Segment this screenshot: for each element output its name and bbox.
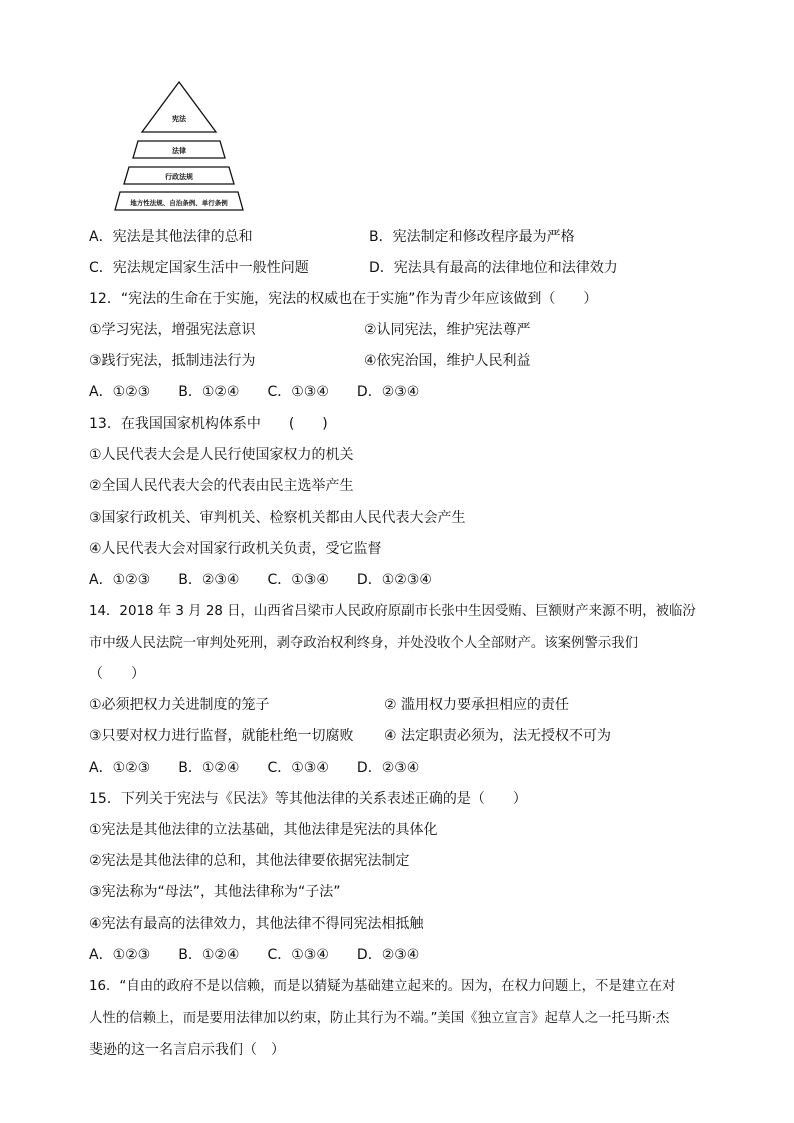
- q13-item-2: ②全国人民代表大会的代表由民主选举产生: [89, 478, 354, 494]
- q16-stem-line-1: 16．“自由的政府不是以信赖，而是以猜疑为基础建立起来的。因为，在权力问题上，不是建立在对: [89, 979, 676, 994]
- q15-item-3: ③宪法称为“母法”，其他法律称为“子法”: [89, 884, 341, 900]
- q12-item-3: ③践行宪法，抵制违法行为: [89, 353, 256, 369]
- pyramid-level-1-shape: [142, 82, 216, 132]
- q11-option-c: C．宪法规定国家生活中一般性问题: [89, 260, 309, 276]
- q15-item-4: ④宪法有最高的法律效力，其他法律不得同宪法相抵触: [89, 916, 424, 932]
- q13-choices: A．①②③ B．②③④ C．①③④ D．①②③④: [89, 572, 432, 588]
- q12-stem: 12．“宪法的生命在于实施，宪法的权威也在于实施”作为青少年应该做到（ ）: [89, 291, 598, 307]
- q14-choices: A．①②③ B．①②④ C．①③④ D．②③④: [89, 760, 420, 776]
- q16-stem-line-3: 斐逊的这一名言启示我们（ ）: [89, 1042, 285, 1058]
- q14-stem-line-2: 市中级人民法院一审判处死刑，剥夺政治权利终身，并处没收个人全部财产。该案例警示我们: [89, 636, 639, 651]
- pyramid-level-3-label: 行政法规: [165, 173, 193, 181]
- q13-item-3: ③国家行政机关、审判机关、检察机关都由人民代表大会产生: [89, 510, 466, 526]
- q14-item-1: ①必须把权力关进制度的笼子: [89, 697, 270, 713]
- q13-item-1: ①人民代表大会是人民行使国家权力的机关: [89, 447, 354, 463]
- q16-stem-line-2: 人性的信赖上，而是要用法律加以约束，防止其行为不端。”美国《独立宣言》起草人之一托马斯·杰: [89, 1011, 670, 1026]
- q14-stem-line-3: （ ）: [89, 666, 145, 682]
- q12-item-2: ②认同宪法，维护宪法尊严: [364, 322, 531, 338]
- q11-option-d: D．宪法具有最高的法律地位和法律效力: [369, 260, 618, 276]
- q12-item-1: ①学习宪法，增强宪法意识: [89, 322, 256, 338]
- q15-stem: 15．下列关于宪法与《民法》等其他法律的关系表述正确的是（ ）: [89, 791, 527, 807]
- q12-choices: A．①②③ B．①②④ C．①③④ D．②③④: [89, 384, 420, 400]
- q11-option-a: A．宪法是其他法律的总和: [89, 229, 253, 245]
- q14-stem-line-1: 14．2018 年 3 月 28 日，山西省吕梁市人民政府原副市长张中生因受贿、巨额财产来源不明，被临汾: [89, 604, 696, 619]
- q11-option-b: B．宪法制定和修改程序最为严格: [369, 229, 575, 245]
- law-hierarchy-pyramid-diagram: [114, 78, 244, 218]
- q14-item-4: ④ 法定职责必须为，法无授权不可为: [384, 728, 612, 744]
- q13-stem: 13．在我国国家机构体系中 ( ): [89, 416, 328, 432]
- q14-item-2: ② 滥用权力要承担相应的责任: [384, 697, 570, 713]
- pyramid-level-1-label: 宪法: [172, 115, 186, 123]
- q15-item-2: ②宪法是其他法律的总和，其他法律要依据宪法制定: [89, 853, 410, 869]
- q14-item-3: ③只要对权力进行监督，就能杜绝一切腐败: [89, 728, 354, 744]
- q15-choices: A．①②③ B．①②④ C．①③④ D．②③④: [89, 947, 420, 963]
- pyramid-level-2-label: 法律: [172, 147, 186, 155]
- q12-item-4: ④依宪治国，维护人民利益: [364, 353, 531, 369]
- q13-item-4: ④人民代表大会对国家行政机关负责，受它监督: [89, 541, 382, 557]
- pyramid-level-4-label: 地方性法规、自治条例、单行条例: [130, 199, 228, 207]
- q15-item-1: ①宪法是其他法律的立法基础，其他法律是宪法的具体化: [89, 822, 438, 838]
